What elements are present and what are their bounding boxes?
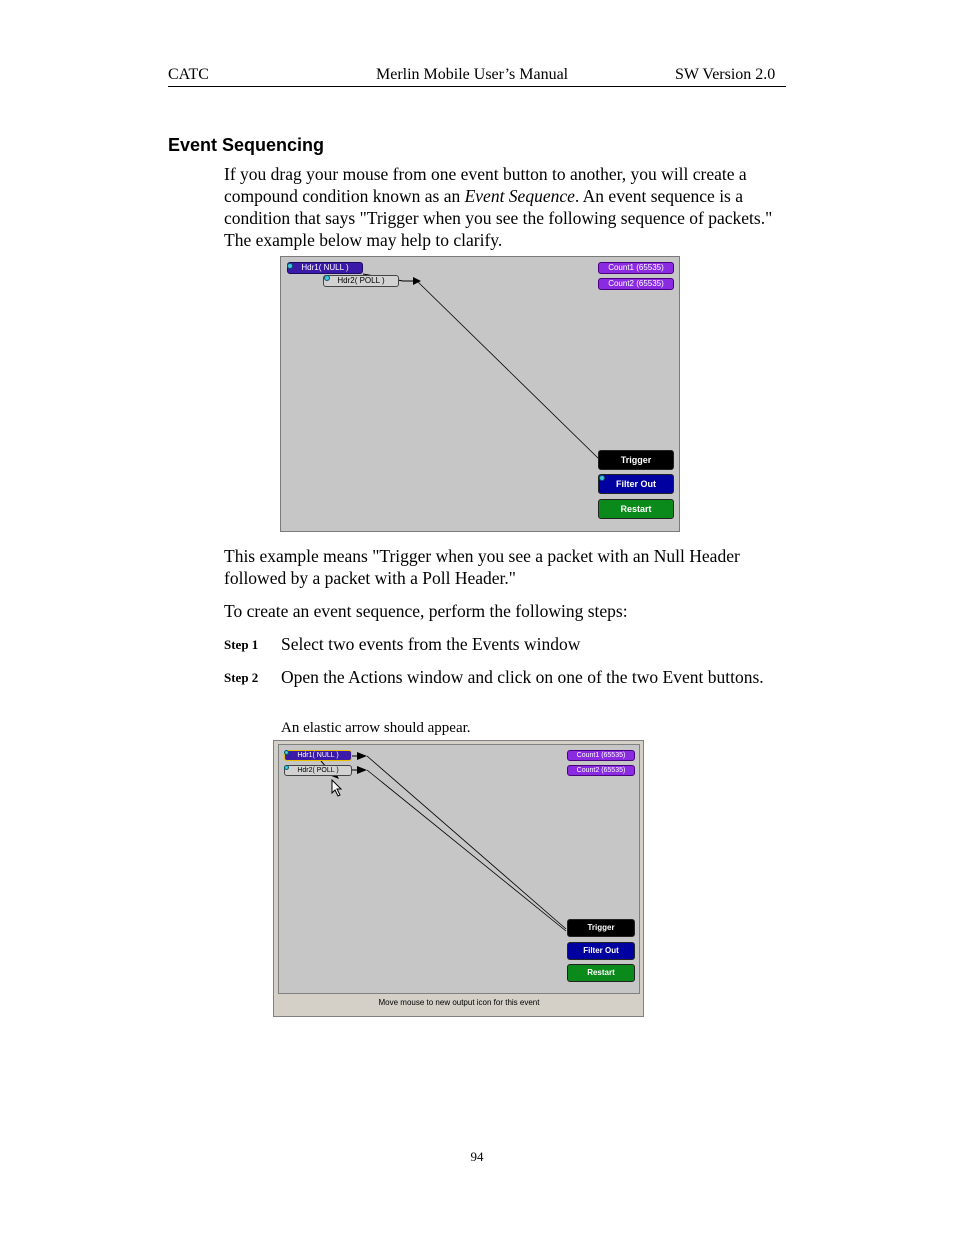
figure-actions-window-1 xyxy=(280,256,680,532)
explanation-paragraph: This example means "Trigger when you see a packet with an Null Header followed by a packet with a Poll Header." xyxy=(224,546,740,588)
intro-emphasis: Event Sequence xyxy=(464,186,575,206)
event-button-hdr1-selected[interactable]: Hdr1( NULL ) xyxy=(284,750,352,761)
intro-paragraph xyxy=(224,163,790,251)
figure-actions-window-2 xyxy=(273,740,644,1017)
event-indicator-icon xyxy=(324,275,330,281)
figure-2-caption: An elastic arrow should appear. xyxy=(281,720,471,736)
header-left: CATC xyxy=(168,66,209,83)
action-button-filter-out[interactable]: Filter Out xyxy=(598,474,674,494)
action-button-trigger[interactable]: Trigger xyxy=(567,919,635,937)
steps-intro: To create an event sequence, perform the following steps: xyxy=(224,601,628,621)
section-title: Event Sequencing xyxy=(168,135,325,155)
counter-button-count2[interactable]: Count2 (65535) xyxy=(598,278,674,290)
page-number: 94 xyxy=(470,1149,484,1164)
action-button-trigger[interactable]: Trigger xyxy=(598,450,674,470)
action-button-restart[interactable]: Restart xyxy=(567,964,635,982)
status-bar-text: Move mouse to new output icon for this event xyxy=(378,998,540,1007)
action-button-restart[interactable]: Restart xyxy=(598,499,674,519)
step-1-text: Select two events from the Events window xyxy=(281,634,581,654)
event-button-hdr2[interactable]: Hdr2( POLL ) xyxy=(323,275,399,287)
header-center: Merlin Mobile User’s Manual xyxy=(376,66,569,83)
counter-button-count1[interactable]: Count1 (65535) xyxy=(567,750,635,761)
header-rule xyxy=(168,86,786,87)
counter-button-count1[interactable]: Count1 (65535) xyxy=(598,262,674,274)
event-indicator-icon xyxy=(284,750,289,755)
intro-text-end: . An event sequence is a condition that says "Trigger when you see the following sequence of packets." The example below may help to clarify. xyxy=(224,186,773,250)
step-1-label: Step 1 xyxy=(224,637,259,652)
mouse-cursor-icon xyxy=(331,779,343,797)
step-2-label: Step 2 xyxy=(224,670,259,685)
event-indicator-icon xyxy=(284,765,289,770)
header-right: SW Version 2.0 xyxy=(675,66,776,83)
action-indicator-icon xyxy=(599,475,605,481)
event-button-hdr1[interactable]: Hdr1( NULL ) xyxy=(287,262,363,274)
event-button-hdr2[interactable]: Hdr2( POLL ) xyxy=(284,765,352,776)
intro-text: If you drag your mouse from one event button to another, you will create a compound condition known as an xyxy=(224,164,747,206)
counter-button-count2[interactable]: Count2 (65535) xyxy=(567,765,635,776)
step-2-text: Open the Actions window and click on one of the two Event buttons. xyxy=(281,667,764,687)
event-indicator-icon xyxy=(287,263,293,269)
actions-canvas xyxy=(278,744,640,994)
action-button-filter-out[interactable]: Filter Out xyxy=(567,942,635,960)
